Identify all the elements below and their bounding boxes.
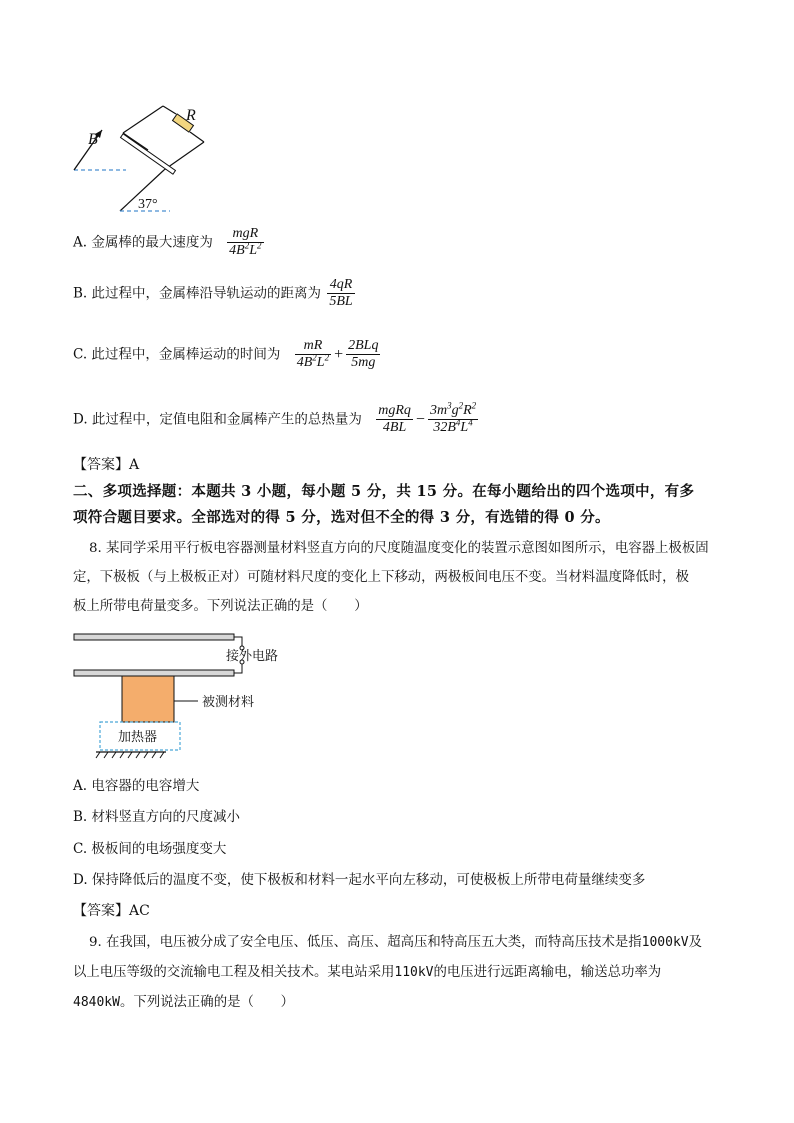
numerator: 4qR xyxy=(327,277,354,294)
denominator: $32B^4L^4$ xyxy=(433,417,473,435)
numerator: $3m^3g^2R^2$ xyxy=(429,400,477,418)
lower-plate xyxy=(74,670,234,676)
inclined-rail-figure xyxy=(68,98,218,216)
q7-option-b xyxy=(73,277,355,310)
q8-line-1: 8. 某同学采用平行板电容器测量材料竖直方向的尺度随温度变化的装置示意图如图所示，电容器上极板固 xyxy=(89,541,709,556)
metal-rod xyxy=(121,134,176,174)
q8-option-c: C. 极板间的电场强度变大 xyxy=(73,841,227,857)
q9-line-1 xyxy=(89,928,702,957)
q8-option-b: B. 材料竖直方向的尺度减小 xyxy=(73,809,241,825)
q7-answer: 【答案】A xyxy=(73,457,140,473)
q9-text: 以上电压等级的交流输电工程及相关技术。某电站采用 xyxy=(73,965,395,980)
denominator: 4BL xyxy=(382,420,407,435)
q9-line-2 xyxy=(73,958,661,987)
q8-line-2: 定，下极板（与上极板正对）可随材料尺度的变化上下移动，两极板间电压不变。当材料温度降低时，极 xyxy=(73,570,689,585)
fraction xyxy=(376,403,413,436)
q8-option-d: D. 保持降低后的温度不变，使下极板和材料一起水平向左移动，可使极板上所带电荷量继续变多 xyxy=(73,872,646,888)
numerator: mgR xyxy=(227,226,263,243)
q9-text: 及 xyxy=(688,935,703,950)
q7-option-d xyxy=(73,400,478,436)
voltage-value: 1000kV xyxy=(641,935,689,950)
q9-text: 。下列说法正确的是（ ） xyxy=(119,995,295,1010)
denominator: $4B^2L^2$ xyxy=(296,352,330,370)
numerator: 2BLq xyxy=(348,338,379,353)
option-text: C. 此过程中，金属棒运动的时间为 xyxy=(73,346,281,363)
fraction xyxy=(327,277,354,310)
denominator: 5BL xyxy=(329,294,353,309)
q9-text: 的电压进行远距离输电，输送总功率为 xyxy=(433,965,662,980)
operator: − xyxy=(415,410,425,428)
q8-line-3: 板上所带电荷量变多。下列说法正确的是（ ） xyxy=(73,599,368,614)
label-heater: 加热器 xyxy=(118,730,158,745)
section-heading-line1: 二、多项选择题：本题共 3 小题，每小题 5 分，共 15 分。在每小题给出的四个选项中，有多 xyxy=(73,483,695,500)
label-material: 被测材料 xyxy=(202,695,255,710)
label-R: R xyxy=(186,107,196,124)
q7-option-a xyxy=(73,226,264,259)
q8-option-a: A. 电容器的电容增大 xyxy=(73,778,200,794)
option-text: B. 此过程中，金属棒沿导轨运动的距离为 xyxy=(73,285,322,302)
label-circuit: 接外电路 xyxy=(226,649,279,664)
option-text: A. 金属棒的最大速度为 xyxy=(73,234,213,251)
label-B: B xyxy=(88,131,98,148)
section-heading-line2: 项符合题目要求。全部选对的得 5 分，选对但不全的得 3 分，有选错的得 0 分。 xyxy=(73,509,610,526)
upper-plate xyxy=(74,634,234,640)
fraction xyxy=(295,338,331,371)
fraction xyxy=(227,226,263,259)
numerator: mgRq xyxy=(378,403,411,418)
capacitor-figure xyxy=(70,628,280,763)
denominator: 5mg xyxy=(351,355,376,370)
label-angle: 37° xyxy=(138,197,158,212)
q8-answer: 【答案】AC xyxy=(73,903,150,919)
fraction xyxy=(428,400,478,436)
fraction xyxy=(346,338,380,371)
operator: + xyxy=(334,345,344,363)
power-value: 4840kW xyxy=(73,995,120,1010)
voltage-value: 110kV xyxy=(394,965,434,980)
numerator: mR xyxy=(295,338,331,355)
q9-text: 9. 在我国，电压被分成了安全电压、低压、高压、超高压和特高压五大类，而特高压技术是指 xyxy=(89,935,642,950)
option-text: D. 此过程中，定值电阻和金属棒产生的总热量为 xyxy=(73,411,362,428)
q9-line-3 xyxy=(73,988,294,1017)
material-block xyxy=(122,676,174,722)
denominator: $4B^2L^2$ xyxy=(229,240,262,258)
q7-option-c xyxy=(73,338,380,371)
